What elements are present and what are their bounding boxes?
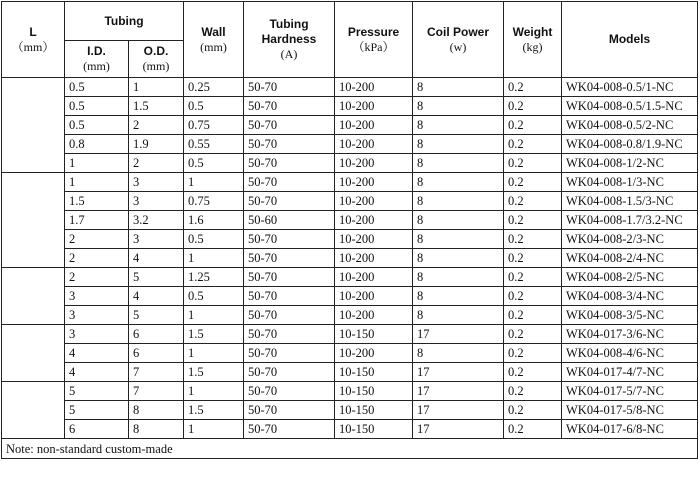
note-row	[2, 439, 698, 459]
table-row	[2, 306, 698, 325]
cell-wall: 1	[184, 344, 244, 363]
cell-weight: 0.2	[504, 287, 562, 306]
cell-wall: 1	[184, 420, 244, 439]
cell-model: WK04-017-5/7-NC	[562, 382, 698, 401]
cell-id: 2	[65, 268, 129, 287]
cell-id: 0.5	[65, 78, 129, 97]
cell-wall: 1	[184, 306, 244, 325]
header-coil-unit: (w)	[449, 39, 467, 54]
cell-id: 2	[65, 230, 129, 249]
cell-coil-power: 8	[413, 78, 504, 97]
header-coil-label: Coil Power	[426, 24, 489, 39]
cell-od: 1	[129, 78, 184, 97]
cell-model: WK04-008-2/3-NC	[562, 230, 698, 249]
cell-model: WK04-008-1/2-NC	[562, 154, 698, 173]
cell-weight: 0.2	[504, 230, 562, 249]
cell-pressure: 10-200	[335, 135, 413, 154]
table-row	[2, 230, 698, 249]
cell-weight: 0.2	[504, 173, 562, 192]
cell-pressure: 10-150	[335, 363, 413, 382]
cell-coil-power: 17	[413, 382, 504, 401]
cell-hardness: 50-70	[244, 97, 335, 116]
cell-pressure: 10-200	[335, 192, 413, 211]
table-row	[2, 154, 698, 173]
cell-od: 8	[129, 401, 184, 420]
cell-od: 3	[129, 230, 184, 249]
cell-model: WK04-008-3/4-NC	[562, 287, 698, 306]
cell-pressure: 10-150	[335, 325, 413, 344]
cell-wall: 1.25	[184, 268, 244, 287]
cell-coil-power: 8	[413, 97, 504, 116]
cell-id: 4	[65, 344, 129, 363]
cell-id: 1	[65, 154, 129, 173]
cell-coil-power: 8	[413, 306, 504, 325]
table-row	[2, 382, 698, 401]
cell-hardness: 50-70	[244, 135, 335, 154]
cell-weight: 0.2	[504, 192, 562, 211]
cell-hardness: 50-70	[244, 192, 335, 211]
cell-weight: 0.2	[504, 154, 562, 173]
l-group-cell	[2, 268, 65, 325]
cell-model: WK04-017-3/6-NC	[562, 325, 698, 344]
cell-model: WK04-008-2/4-NC	[562, 249, 698, 268]
cell-coil-power: 8	[413, 230, 504, 249]
cell-wall: 1.5	[184, 401, 244, 420]
header-wall-unit: (mm)	[200, 39, 227, 54]
cell-pressure: 10-200	[335, 344, 413, 363]
cell-weight: 0.2	[504, 116, 562, 135]
cell-id: 2	[65, 249, 129, 268]
cell-weight: 0.2	[504, 135, 562, 154]
cell-hardness: 50-60	[244, 211, 335, 230]
cell-od: 2	[129, 116, 184, 135]
cell-wall: 0.25	[184, 78, 244, 97]
cell-weight: 0.2	[504, 268, 562, 287]
cell-od: 5	[129, 268, 184, 287]
cell-wall: 0.5	[184, 97, 244, 116]
cell-hardness: 50-70	[244, 363, 335, 382]
cell-model: WK04-017-4/7-NC	[562, 363, 698, 382]
header-od-unit: (mm)	[142, 59, 170, 73]
cell-od: 6	[129, 325, 184, 344]
cell-hardness: 50-70	[244, 287, 335, 306]
table-row	[2, 211, 698, 230]
cell-model: WK04-008-0.5/1-NC	[562, 78, 698, 97]
cell-wall: 1.5	[184, 325, 244, 344]
cell-pressure: 10-200	[335, 154, 413, 173]
cell-hardness: 50-70	[244, 401, 335, 420]
cell-pressure: 10-200	[335, 268, 413, 287]
table-row	[2, 325, 698, 344]
cell-coil-power: 8	[413, 249, 504, 268]
cell-od: 1.9	[129, 135, 184, 154]
cell-id: 0.5	[65, 97, 129, 116]
cell-coil-power: 8	[413, 287, 504, 306]
cell-pressure: 10-200	[335, 211, 413, 230]
header-weight	[504, 2, 562, 78]
header-hardness	[244, 2, 335, 78]
cell-wall: 0.5	[184, 287, 244, 306]
table-row	[2, 192, 698, 211]
l-group-cell	[2, 382, 65, 439]
cell-pressure: 10-200	[335, 97, 413, 116]
cell-hardness: 50-70	[244, 268, 335, 287]
cell-hardness: 50-70	[244, 325, 335, 344]
table-row	[2, 249, 698, 268]
header-row	[2, 2, 698, 41]
cell-id: 5	[65, 401, 129, 420]
cell-pressure: 10-150	[335, 382, 413, 401]
header-id-label: I.D.	[87, 44, 106, 58]
cell-id: 5	[65, 382, 129, 401]
cell-pressure: 10-200	[335, 249, 413, 268]
cell-wall: 1	[184, 173, 244, 192]
cell-id: 1.5	[65, 192, 129, 211]
cell-id: 1	[65, 173, 129, 192]
cell-od: 2	[129, 154, 184, 173]
cell-wall: 0.75	[184, 192, 244, 211]
note-text: Note: non-standard custom-made	[2, 439, 698, 459]
cell-coil-power: 17	[413, 401, 504, 420]
cell-wall: 0.75	[184, 116, 244, 135]
cell-od: 7	[129, 382, 184, 401]
cell-pressure: 10-200	[335, 306, 413, 325]
cell-hardness: 50-70	[244, 154, 335, 173]
cell-od: 3.2	[129, 211, 184, 230]
cell-coil-power: 8	[413, 116, 504, 135]
header-pressure-unit: （kPa）	[352, 39, 395, 54]
cell-coil-power: 8	[413, 344, 504, 363]
cell-od: 3	[129, 173, 184, 192]
cell-coil-power: 17	[413, 325, 504, 344]
cell-pressure: 10-200	[335, 116, 413, 135]
cell-pressure: 10-200	[335, 287, 413, 306]
header-hardness-label: Tubing Hardness	[261, 17, 317, 46]
table-row	[2, 344, 698, 363]
cell-hardness: 50-70	[244, 306, 335, 325]
header-l-unit: （mm）	[11, 39, 55, 54]
cell-model: WK04-008-4/6-NC	[562, 344, 698, 363]
table-row	[2, 401, 698, 420]
cell-weight: 0.2	[504, 97, 562, 116]
header-pressure-label: Pressure	[347, 24, 400, 39]
cell-id: 3	[65, 287, 129, 306]
header-id	[65, 41, 129, 78]
cell-od: 7	[129, 363, 184, 382]
header-hardness-unit: (A)	[280, 47, 298, 61]
header-od-label: O.D.	[143, 44, 169, 58]
cell-wall: 1.6	[184, 211, 244, 230]
cell-coil-power: 8	[413, 211, 504, 230]
header-coil-power	[413, 2, 504, 78]
cell-wall: 0.55	[184, 135, 244, 154]
cell-id: 0.8	[65, 135, 129, 154]
cell-hardness: 50-70	[244, 116, 335, 135]
cell-pressure: 10-200	[335, 78, 413, 97]
cell-coil-power: 8	[413, 154, 504, 173]
cell-weight: 0.2	[504, 420, 562, 439]
cell-pressure: 10-150	[335, 420, 413, 439]
table-row	[2, 268, 698, 287]
cell-coil-power: 17	[413, 420, 504, 439]
cell-coil-power: 17	[413, 363, 504, 382]
l-group-cell	[2, 173, 65, 268]
cell-coil-power: 8	[413, 135, 504, 154]
table-row	[2, 173, 698, 192]
cell-weight: 0.2	[504, 325, 562, 344]
cell-od: 4	[129, 287, 184, 306]
cell-weight: 0.2	[504, 401, 562, 420]
header-wall	[184, 2, 244, 78]
cell-od: 1.5	[129, 97, 184, 116]
cell-hardness: 50-70	[244, 249, 335, 268]
table-row	[2, 97, 698, 116]
header-l	[2, 2, 65, 78]
table-row	[2, 287, 698, 306]
cell-model: WK04-008-1.5/3-NC	[562, 192, 698, 211]
cell-model: WK04-017-5/8-NC	[562, 401, 698, 420]
cell-model: WK04-008-1.7/3.2-NC	[562, 211, 698, 230]
cell-wall: 1	[184, 382, 244, 401]
header-pressure	[335, 2, 413, 78]
header-id-unit: (mm)	[83, 59, 110, 73]
specification-table	[1, 1, 698, 459]
cell-id: 3	[65, 306, 129, 325]
cell-wall: 0.5	[184, 230, 244, 249]
table-row	[2, 135, 698, 154]
cell-wall: 1	[184, 249, 244, 268]
header-weight-label: Weight	[512, 24, 553, 39]
cell-wall: 1.5	[184, 363, 244, 382]
cell-id: 0.5	[65, 116, 129, 135]
l-group-cell	[2, 325, 65, 382]
cell-weight: 0.2	[504, 78, 562, 97]
table-body	[2, 78, 698, 439]
cell-model: WK04-008-0.5/1.5-NC	[562, 97, 698, 116]
cell-od: 6	[129, 344, 184, 363]
cell-weight: 0.2	[504, 249, 562, 268]
cell-pressure: 10-200	[335, 230, 413, 249]
cell-hardness: 50-70	[244, 344, 335, 363]
cell-model: WK04-008-1/3-NC	[562, 173, 698, 192]
cell-wall: 0.5	[184, 154, 244, 173]
header-weight-unit: (kg)	[522, 39, 543, 54]
header-l-label: L	[29, 24, 37, 39]
table-row	[2, 363, 698, 382]
cell-od: 5	[129, 306, 184, 325]
cell-pressure: 10-150	[335, 401, 413, 420]
cell-hardness: 50-70	[244, 230, 335, 249]
l-group-cell	[2, 78, 65, 173]
header-tubing: Tubing	[65, 2, 184, 41]
cell-weight: 0.2	[504, 211, 562, 230]
cell-od: 4	[129, 249, 184, 268]
cell-hardness: 50-70	[244, 78, 335, 97]
cell-coil-power: 8	[413, 192, 504, 211]
header-od	[129, 41, 184, 78]
cell-id: 1.7	[65, 211, 129, 230]
cell-od: 3	[129, 192, 184, 211]
table-row	[2, 116, 698, 135]
cell-model: WK04-017-6/8-NC	[562, 420, 698, 439]
cell-model: WK04-008-0.5/2-NC	[562, 116, 698, 135]
table-row	[2, 420, 698, 439]
cell-weight: 0.2	[504, 306, 562, 325]
cell-od: 8	[129, 420, 184, 439]
cell-model: WK04-008-2/5-NC	[562, 268, 698, 287]
cell-id: 4	[65, 363, 129, 382]
cell-hardness: 50-70	[244, 420, 335, 439]
cell-coil-power: 8	[413, 173, 504, 192]
cell-weight: 0.2	[504, 382, 562, 401]
cell-hardness: 50-70	[244, 382, 335, 401]
cell-coil-power: 8	[413, 268, 504, 287]
header-wall-label: Wall	[201, 24, 226, 39]
cell-weight: 0.2	[504, 344, 562, 363]
cell-id: 3	[65, 325, 129, 344]
cell-weight: 0.2	[504, 363, 562, 382]
table-row	[2, 78, 698, 97]
cell-id: 6	[65, 420, 129, 439]
header-models: Models	[562, 2, 698, 78]
cell-model: WK04-008-3/5-NC	[562, 306, 698, 325]
cell-pressure: 10-200	[335, 173, 413, 192]
cell-model: WK04-008-0.8/1.9-NC	[562, 135, 698, 154]
cell-hardness: 50-70	[244, 173, 335, 192]
